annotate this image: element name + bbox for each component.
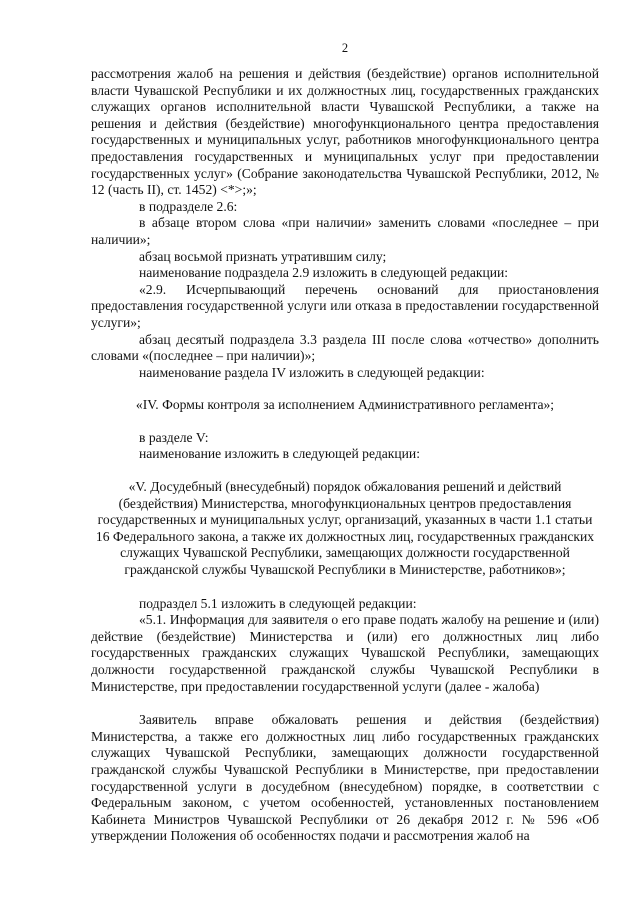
heading-section-v: «V. Досудебный (внесудебный) порядок обжалования решений и действий (бездействия) Министерства, многофункциональных центров предоставления государственных и муниципальных услуг, организаций, указанных в части 1.1 статьи 16 Федерального закона, а также их должностных лиц, государственных гражданских служащих Чувашской Республики, замещающих должности государственной гражданской службы Чувашской Республики в Министерстве, работников»; [95,479,595,578]
spacer [91,579,599,596]
paragraph-replace-words: в абзаце втором слова «при наличии» заменить словами «последнее – при наличии»; [91,215,599,247]
paragraph-section-v: в разделе V: [139,429,209,445]
paragraph-subsection-3-3: абзац десятый подраздела 3.3 раздела III после слова «отчество» дополнить словами «(последнее – при наличии)»; [91,331,599,364]
paragraph-subsection-2-9-title: наименование подраздела 2.9 изложить в следующей редакции: [139,265,509,281]
page-number: 2 [341,41,349,55]
paragraph-name-new-edition: наименование изложить в следующей редакции: [139,446,420,462]
paragraph-subsection-5-1-title: подраздел 5.1 изложить в следующей редакции: [139,595,417,611]
paragraph-complaints-reference: рассмотрения жалоб на решения и действия (бездействие) органов исполнительной власти Чувашской Республики и их должностных лиц, государственных гражданских служащих органов исполнительной власти Чувашской Республики, а также на решения и действия (бездействие) многофункционального центра предоставления государственных и муниципальных услуг, работников многофункционального центра предоставления государственных и муниципальных услуг при предоставлении государственных услуг» (Собрание законодательства Чувашской Республики, 2012, № 12 (часть II), ст. 1452) <*>;»; [91,66,599,198]
spacer [91,463,599,479]
paragraph-applicant-rights: Заявитель вправе обжаловать решения и действия (бездействия) Министерства, а также его должностных лиц либо государственных гражданских служащих Чувашской Республики, замещающих должности государственной гражданской службы Чувашской Республики в Министерстве, при предоставлении государственной услуги в досудебном (внесудебном) порядке, в соответствии с Федеральным законом, с учетом особенностей, установленных постановлением Кабинета Министров Чувашской Республики от 26 декабря 2012 г. № 596 «Об утверждении Положения об особенностях подачи и рассмотрения жалоб на [91,712,599,844]
paragraph-quote-2-9: «2.9. Исчерпывающий перечень оснований для приостановления предоставления государственной услуги или отказа в предоставлении государственной услуги»; [91,281,599,330]
paragraph-subsection-2-6: в подразделе 2.6: [139,198,238,214]
spacer [91,381,599,397]
heading-section-iv: «IV. Формы контроля за исполнением Административного регламента»; [135,397,555,413]
spacer [91,695,599,712]
paragraph-quote-5-1: «5.1. Информация для заявителя о его праве подать жалобу на решение и (или) действие (бездействие) Министерства и (или) его должностных лиц либо государственных гражданских служащих Чувашской Республики, замещающих должности государственной гражданской службы Чувашской Республики в Министерстве, при предоставлении государственной услуги (далее - жалоба) [91,612,599,694]
paragraph-repeal-abzac: абзац восьмой признать утратившим силу; [139,248,387,264]
paragraph-section-iv-title: наименование раздела IV изложить в следующей редакции: [139,364,485,380]
document-body [91,66,599,845]
spacer [91,414,599,430]
